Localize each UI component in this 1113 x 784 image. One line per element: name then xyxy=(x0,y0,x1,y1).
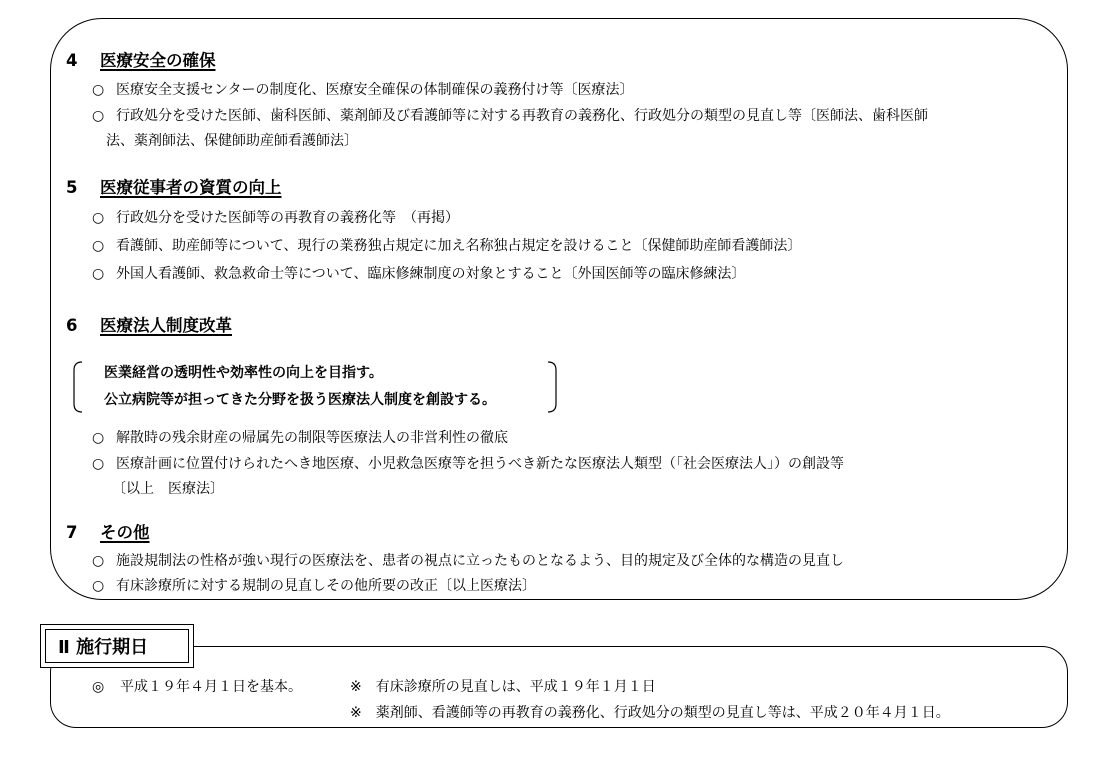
section-5-item xyxy=(92,236,801,256)
bullet-circle-icon: ○ xyxy=(92,108,105,124)
section-4-item-text: 医療安全支援センターの制度化、医療安全確保の体制確保の義務付け等〔医療法〕 xyxy=(116,82,634,98)
section-6-heading xyxy=(66,315,232,337)
double-circle-icon: ◎ xyxy=(92,679,105,695)
bullet-circle-icon: ○ xyxy=(92,266,105,282)
section-5-item-text: 行政処分を受けた医師等の再教育の義務化等 （再掲） xyxy=(116,210,459,226)
section-6-item xyxy=(92,454,844,474)
bullet-circle-icon: ○ xyxy=(92,238,105,254)
section-7-number: 7 xyxy=(66,523,78,542)
bullet-circle-icon: ○ xyxy=(92,456,105,472)
section-5-item xyxy=(92,264,745,284)
section-7-heading xyxy=(66,522,150,544)
bullet-circle-icon: ○ xyxy=(92,82,105,98)
section-6-item-text: 医療計画に位置付けられたへき地医療、小児救急医療等を担うべき新たな医療法人類型（「社会医療法人」）の創設等 xyxy=(116,456,844,472)
section-6-number: 6 xyxy=(66,316,78,335)
section-4-item-continuation: 法、薬剤師法、保健師助産師看護師法〕 xyxy=(106,133,358,149)
bullet-circle-icon: ○ xyxy=(92,430,105,446)
section-4-item-text: 行政処分を受けた医師、歯科医師、薬剤師及び看護師等に対する再教育の義務化、行政処分の類型の見直し等〔医師法、歯科医師 xyxy=(116,108,928,124)
section-7-title: その他 xyxy=(100,523,150,542)
section-ii-title: Ⅱ 施行期日 xyxy=(45,629,189,663)
effective-date-note: ※ 有床診療所の見直しは、平成１９年１月１日 xyxy=(350,679,656,695)
section-6-item xyxy=(92,428,508,448)
section-4-item xyxy=(92,106,928,126)
bullet-circle-icon: ○ xyxy=(92,578,105,594)
goals-bracket-box xyxy=(72,361,558,413)
section-ii-title-box xyxy=(40,624,194,668)
effective-date-note: ※ 薬剤師、看護師等の再教育の義務化、行政処分の類型の見直し等は、平成２０年４月１日。 xyxy=(350,705,950,721)
effective-date-main xyxy=(92,677,302,697)
section-7-item xyxy=(92,576,536,596)
section-6-note: 〔以上 医療法〕 xyxy=(112,481,224,497)
section-4-heading xyxy=(66,50,216,72)
section-6-item-text: 解散時の残余財産の帰属先の制限等医療法人の非営利性の徹底 xyxy=(116,430,508,446)
section-4-number: 4 xyxy=(66,51,78,70)
section-4-item xyxy=(92,80,633,100)
bullet-circle-icon: ○ xyxy=(92,210,105,226)
goal-text: 公立病院等が担ってきた分野を扱う医療法人制度を創設する。 xyxy=(104,392,496,408)
section-5-number: 5 xyxy=(66,178,78,197)
goal-text: 医業経営の透明性や効率性の向上を目指す。 xyxy=(104,365,383,381)
section-7-item-text: 有床診療所に対する規制の見直しその他所要の改正〔以上医療法〕 xyxy=(116,578,536,594)
section-7-item-text: 施設規制法の性格が強い現行の医療法を、患者の視点に立ったものとなるよう、目的規定及び全体的な構造の見直し xyxy=(116,553,844,569)
section-5-item xyxy=(92,208,459,228)
section-7-item xyxy=(92,551,844,571)
section-5-item-text: 看護師、助産師等について、現行の業務独占規定に加え名称独占規定を設けること〔保健師助産師看護師法〕 xyxy=(116,238,802,254)
section-5-heading xyxy=(66,177,282,199)
section-6-title: 医療法人制度改革 xyxy=(100,316,232,335)
bullet-circle-icon: ○ xyxy=(92,553,105,569)
section-5-item-text: 外国人看護師、救急救命士等について、臨床修練制度の対象とすること〔外国医師等の臨床修練法〕 xyxy=(116,266,746,282)
section-4-title: 医療安全の確保 xyxy=(100,51,216,70)
section-5-title: 医療従事者の資質の向上 xyxy=(100,178,282,197)
effective-date-text: 平成１９年４月１日を基本。 xyxy=(120,679,302,695)
